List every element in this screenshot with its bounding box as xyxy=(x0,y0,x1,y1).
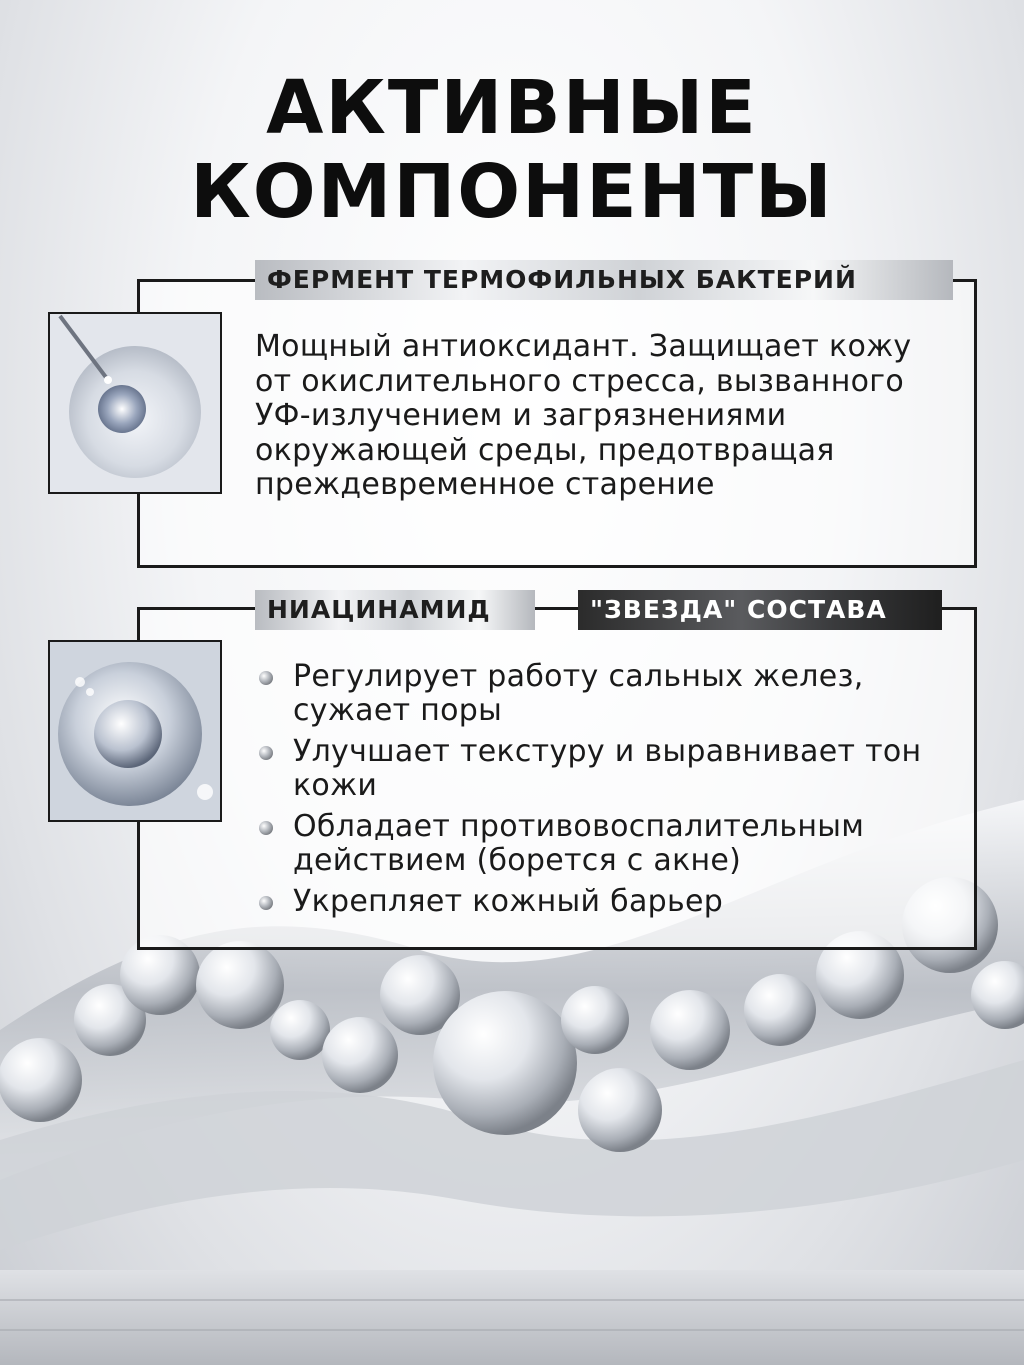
page-title-line-2: КОМПОНЕНТЫ xyxy=(190,149,834,235)
component-description-enzyme: Мощный антиоксидант. Защищает кожу от окислительного стресса, вызванного УФ-излучением и загрязнениями окружающей среды, предотвращая преждевременное старение xyxy=(255,329,912,502)
list-item-text: Укрепляет кожный барьер xyxy=(293,884,724,919)
benefits-list xyxy=(255,660,965,926)
bullet-dot-icon xyxy=(259,671,273,685)
bullet-dot-icon xyxy=(259,896,273,910)
gel-bubble-icon xyxy=(48,640,222,822)
list-item-text: Регулирует работу сальных желез, сужает поры xyxy=(293,659,864,728)
list-item-text: Обладает противовоспалительным действием (борется с акне) xyxy=(293,809,865,878)
star-ingredient-badge: "ЗВЕЗДА" СОСТАВА xyxy=(578,590,942,630)
list-item-text: Улучшает текстуру и выравнивает тон кожи xyxy=(293,734,922,803)
component-tag-niacinamide: НИАЦИНАМИД xyxy=(255,590,535,630)
page-title xyxy=(0,66,1024,234)
bullet-dot-icon xyxy=(259,821,273,835)
list-item xyxy=(255,660,965,728)
list-item xyxy=(255,735,965,803)
page-title-line-1: АКТИВНЫЕ xyxy=(266,65,758,151)
gel-drop-pipette-icon xyxy=(48,312,222,494)
list-item xyxy=(255,810,965,878)
component-tag-enzyme: ФЕРМЕНТ ТЕРМОФИЛЬНЫХ БАКТЕРИЙ xyxy=(255,260,953,300)
bullet-dot-icon xyxy=(259,746,273,760)
list-item xyxy=(255,885,965,919)
